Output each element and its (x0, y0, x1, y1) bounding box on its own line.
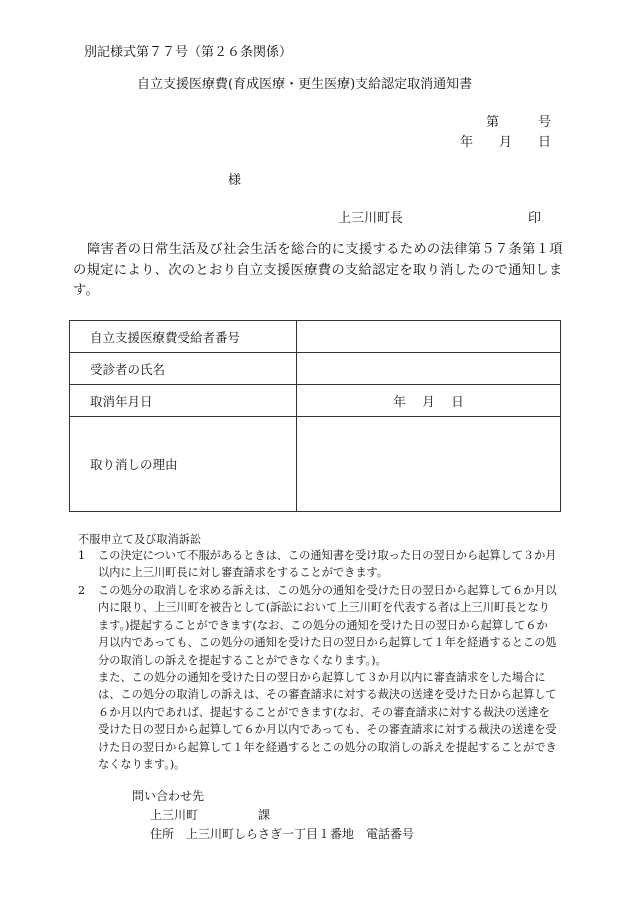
table-row (70, 353, 561, 385)
issuer-name: 上三川町長 (338, 211, 404, 226)
table-label: 受診者の氏名 (70, 353, 297, 385)
table-label: 自立支援医療費受給者番号 (70, 321, 297, 353)
notification-body-text: 障害者の日常生活及び社会生活を総合的に支援するための法律第５７条第１項の規定により、次のとおり自立支援医療費の支給認定を取り消したので通知します。 (73, 242, 563, 298)
appeal-item (78, 547, 558, 582)
appeal-item (78, 582, 558, 669)
appeal-item-number: 1 (78, 549, 86, 562)
document-number: 第 号 (486, 115, 552, 130)
appeal-item-text: この処分の取消しを求める訴えは、この処分の通知を受けた日の翌日から起算して６か月以内に限り、上三川町を被告として(訴訟において上三川町を代表する者は上三川町長となります。)提起することができます(なお、この処分の通知を受けた日の翌日から起算して６か月以内であっても、この処分の通知を受けた日の翌日から起算して１年を経過するとこの処分の取消しの訴えを提起することができなくなります。)。 (98, 584, 557, 667)
info-table (69, 320, 561, 512)
form-number: 別記様式第７７号（第２６条関係） (84, 45, 293, 60)
seal-mark: 印 (528, 211, 542, 226)
document-title: 自立支援医療費(育成医療・更生医療)支給認定取消通知書 (137, 77, 473, 92)
appeal-item-text: この決定について不服があるときは、この通知書を受け取った日の翌日から起算して３か月以内に上三川町長に対し審査請求をすることができます。 (98, 549, 557, 580)
table-label: 取り消しの理由 (70, 417, 297, 512)
contact-heading: 問い合わせ先 (132, 789, 205, 803)
notification-body (73, 240, 563, 302)
table-row (70, 417, 561, 512)
recipient-honorific: 様 (228, 173, 242, 188)
table-value: 年 月 日 (297, 385, 561, 417)
table-row (70, 385, 561, 417)
table-value (297, 353, 561, 385)
appeal-item-text: また、この処分の通知を受けた日の翌日から起算して３か月以内に審査請求をした場合には、この処分の取消しの訴えは、その審査請求に対する裁決の送達を受けた日から起算して６か月以内であれば、提起することができます(なお、その審査請求に対する裁決の送達を受けた日の翌日から起算して６か月以内であっても、その審査請求に対する裁決の送達を受けた日の翌日から起算して１年を経過するとこの処分の取消しの訴えを提起することができなくなります。)。 (98, 671, 557, 772)
table-row (70, 321, 561, 353)
document-date: 年 月 日 (460, 135, 552, 150)
appeal-item (78, 669, 558, 773)
contact-address: 住所 上三川町しらさぎ一丁目１番地 電話番号 (150, 827, 415, 841)
appeal-item-number: 2 (78, 584, 86, 597)
table-label: 取消年月日 (70, 385, 297, 417)
table-value (297, 417, 561, 512)
contact-department: 上三川町 課 (150, 808, 271, 822)
appeal-heading: 不服申立て及び取消訴訟 (78, 533, 202, 546)
table-value (297, 321, 561, 353)
